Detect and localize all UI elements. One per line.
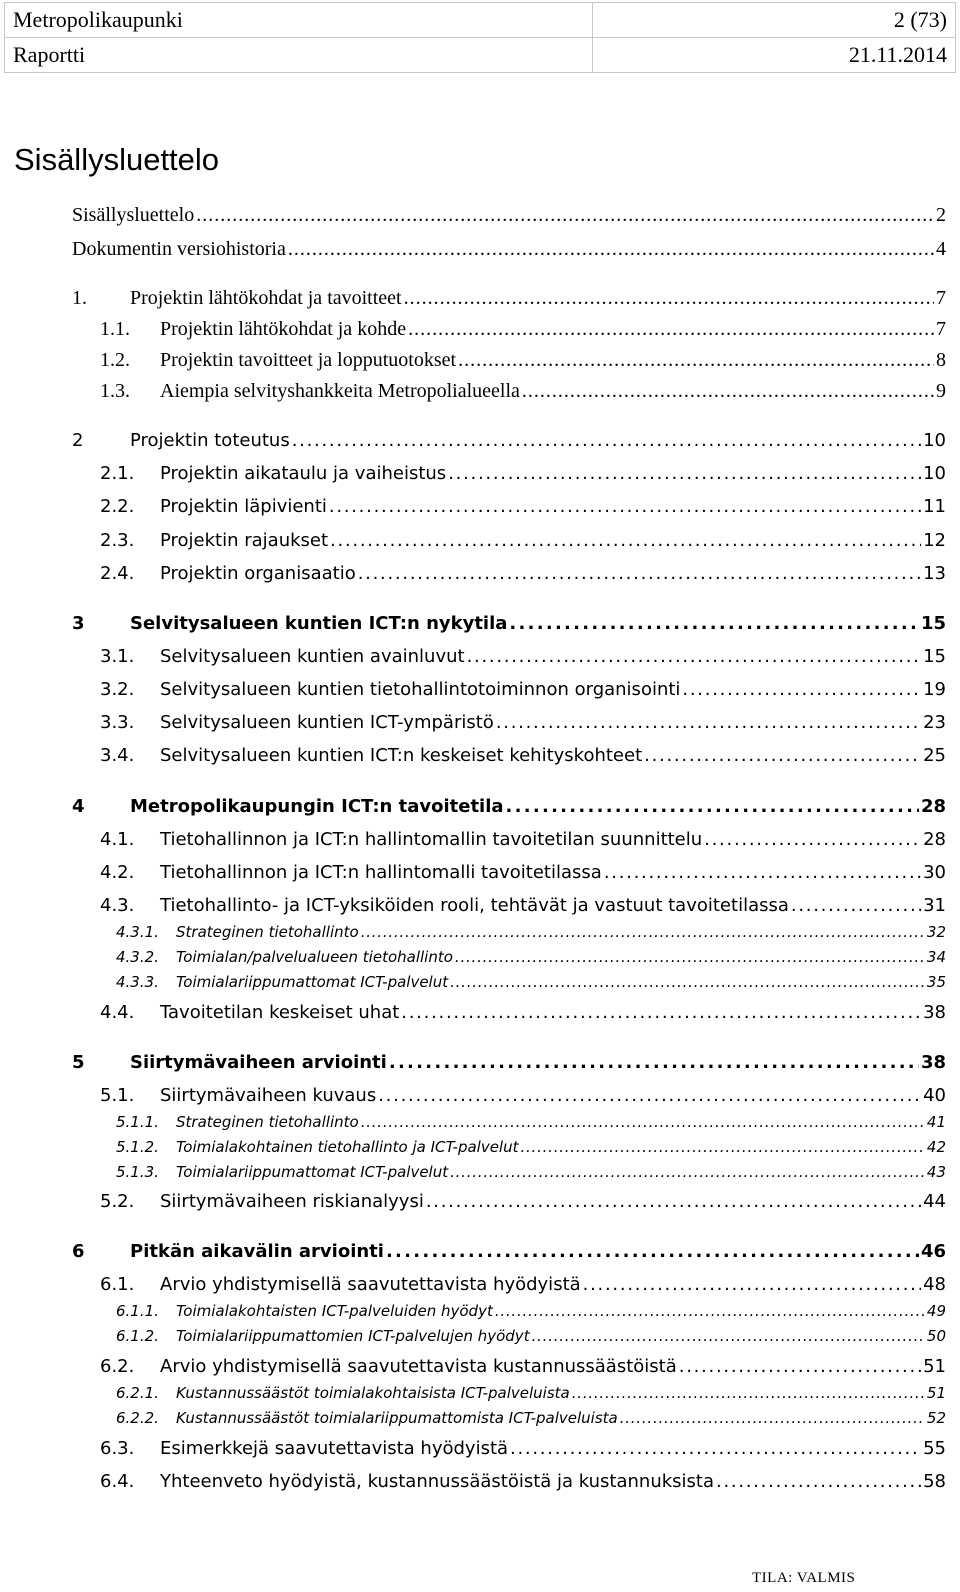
toc-entry[interactable] — [100, 1002, 946, 1025]
toc-entry-label: Aiempia selvityshankkeita Metropolialueella — [160, 380, 520, 402]
header-page-number: 2 (73) — [593, 3, 956, 38]
toc-entry-label: Projektin lähtökohdat ja tavoitteet — [130, 287, 402, 309]
toc-dot-leader — [450, 1163, 925, 1182]
toc-entry[interactable] — [72, 1241, 946, 1264]
toc-dot-leader — [450, 973, 925, 992]
toc-entry[interactable] — [72, 1052, 946, 1075]
toc-entry-number: 6.2. — [100, 1356, 135, 1377]
toc-entry-label: Metropolikaupungin ICT:n tavoitetila — [130, 796, 504, 817]
toc-entry-page: 11 — [923, 496, 946, 517]
toc-entry-page: 31 — [923, 895, 946, 916]
toc-entry-number: 4.1. — [100, 829, 135, 850]
toc-entry-label: Selvitysalueen kuntien ICT:n nykytila — [130, 613, 508, 634]
toc-entry[interactable] — [100, 563, 946, 586]
toc-entry[interactable] — [100, 1438, 946, 1461]
toc-entry-label: Tietohallinnon ja ICT:n hallintomalli tavoitetilassa — [160, 862, 602, 883]
toc-entry-number: 3.1. — [100, 646, 135, 667]
toc-entry[interactable] — [100, 679, 946, 702]
toc-entry-label: Siirtymävaiheen arviointi — [130, 1052, 387, 1073]
toc-entry-label: Siirtymävaiheen riskianalyysi — [160, 1191, 424, 1212]
toc-entry-page: 48 — [923, 1274, 946, 1295]
toc-dot-leader — [572, 1384, 925, 1403]
toc-entry-page: 40 — [923, 1085, 946, 1106]
toc-entry-label: Projektin rajaukset — [160, 530, 329, 551]
toc-entry-page: 43 — [926, 1163, 946, 1181]
toc-entry-page: 2 — [936, 204, 946, 226]
toc-dot-leader — [448, 463, 921, 486]
toc-entry-label: Toimialariippumattomat ICT-palvelut — [176, 1163, 449, 1181]
toc-dot-leader — [583, 1274, 921, 1297]
toc-entry-number: 5.2. — [100, 1191, 135, 1212]
toc-entry-label: Selvitysalueen kuntien ICT-ympäristö — [160, 712, 494, 733]
toc-entry-label: Tietohallinto- ja ICT-yksiköiden rooli, tehtävät ja vastuut tavoitetilassa — [160, 895, 789, 916]
toc-dot-leader — [510, 1438, 921, 1461]
toc-entry-label: Toimialakohtainen tietohallinto ja ICT-palvelut — [176, 1138, 519, 1156]
toc-dot-leader — [401, 1002, 921, 1025]
toc-dot-leader — [522, 379, 934, 404]
toc-entry-label: Projektin toteutus — [130, 430, 290, 451]
toc-entry-label: Kustannussäästöt toimialakohtaisista ICT-palveluista — [176, 1384, 570, 1402]
toc-dot-leader — [408, 317, 934, 342]
toc-entry-label: Strateginen tietohallinto — [176, 1113, 359, 1131]
toc-entry-number: 6.2.2. — [116, 1409, 159, 1427]
toc-entry[interactable] — [100, 646, 946, 669]
toc-dot-leader — [704, 829, 921, 852]
toc-entry-label: Projektin läpivienti — [160, 496, 327, 517]
toc-entry[interactable] — [100, 530, 946, 553]
toc-dot-leader — [330, 530, 921, 553]
toc-dot-leader — [467, 646, 922, 669]
toc-entry-page: 7 — [936, 287, 946, 309]
toc-entry-page: 41 — [926, 1113, 946, 1131]
toc-entry[interactable] — [72, 613, 946, 636]
toc-entry-number: 5.1.2. — [116, 1138, 159, 1156]
toc-entry-page: 49 — [926, 1302, 946, 1320]
toc-entry-page: 19 — [923, 679, 946, 700]
toc-dot-leader — [292, 430, 921, 453]
toc-entry-number: 6 — [72, 1241, 85, 1262]
toc-entry[interactable] — [100, 1191, 946, 1214]
toc-entry-number: 2.2. — [100, 496, 135, 517]
toc-entry-number: 3 — [72, 613, 85, 634]
toc-entry[interactable] — [72, 237, 946, 262]
toc-entry-number: 3.4. — [100, 745, 135, 766]
toc-entry[interactable] — [116, 1113, 946, 1132]
toc-entry-number: 4.3.1. — [116, 923, 159, 941]
toc-entry-page: 4 — [936, 238, 946, 260]
toc-entry-number: 4.2. — [100, 862, 135, 883]
toc-dot-leader — [386, 1241, 919, 1264]
toc-entry-page: 28 — [920, 796, 946, 817]
toc-entry-number: 1.2. — [100, 349, 130, 371]
toc-entry-number: 6.2.1. — [116, 1384, 159, 1402]
toc-entry[interactable] — [100, 862, 946, 885]
header-date: 21.11.2014 — [593, 38, 956, 73]
toc-dot-leader — [506, 796, 919, 819]
toc-entry-label: Tavoitetilan keskeiset uhat — [160, 1002, 400, 1023]
toc-entry[interactable] — [100, 496, 946, 519]
toc-dot-leader — [361, 923, 925, 942]
toc-dot-leader — [604, 862, 921, 885]
toc-dot-leader — [620, 1409, 925, 1428]
toc-entry-number: 6.3. — [100, 1438, 135, 1459]
toc-dot-leader — [426, 1191, 921, 1214]
toc-entry[interactable] — [100, 317, 946, 342]
toc-entry-page: 44 — [923, 1191, 946, 1212]
page-title: Sisällysluettelo — [14, 142, 220, 177]
toc-entry-number: 2 — [72, 430, 84, 451]
toc-entry[interactable] — [72, 203, 946, 228]
toc-entry-page: 51 — [926, 1384, 946, 1402]
toc-entry-page: 28 — [923, 829, 946, 850]
header-doc-type: Raportti — [5, 38, 593, 73]
toc-entry-label: Selvitysalueen kuntien tietohallintotoiminnon organisointi — [160, 679, 681, 700]
toc-dot-leader — [358, 563, 921, 586]
toc-entry[interactable] — [116, 1302, 946, 1321]
toc-entry[interactable] — [100, 1085, 946, 1108]
toc-entry-number: 2.1. — [100, 463, 135, 484]
toc-entry-page: 32 — [926, 923, 946, 941]
toc-entry-label: Tietohallinnon ja ICT:n hallintomallin tavoitetilan suunnittelu — [160, 829, 703, 850]
toc-entry-number: 4.3.2. — [116, 948, 159, 966]
toc-dot-leader — [288, 237, 934, 262]
toc-entry-number: 1.3. — [100, 380, 130, 402]
toc-entry[interactable] — [116, 1163, 946, 1182]
toc-dot-leader — [520, 1138, 924, 1157]
toc-entry-page: 42 — [926, 1138, 946, 1156]
toc-entry-page: 9 — [936, 380, 946, 402]
toc-entry-number: 3.3. — [100, 712, 135, 733]
toc-entry-page: 46 — [920, 1241, 946, 1262]
toc-entry-page: 25 — [923, 745, 946, 766]
toc-entry-number: 1. — [72, 287, 87, 309]
toc-entry[interactable] — [72, 286, 946, 311]
toc-entry[interactable] — [100, 745, 946, 768]
toc-dot-leader — [679, 1356, 921, 1379]
toc-entry-number: 6.1.1. — [116, 1302, 159, 1320]
toc-entry-number: 6.1.2. — [116, 1327, 159, 1345]
toc-dot-leader — [496, 712, 921, 735]
toc-entry-label: Esimerkkejä saavutettavista hyödyistä — [160, 1438, 509, 1459]
toc-entry-page: 12 — [923, 530, 946, 551]
toc-entry-number: 2.4. — [100, 563, 135, 584]
toc-entry-label: Projektin lähtökohdat ja kohde — [160, 318, 407, 340]
toc-entry-number: 1.1. — [100, 318, 130, 340]
toc-entry-page: 35 — [926, 973, 946, 991]
toc-entry-page: 30 — [923, 862, 946, 883]
toc-dot-leader — [389, 1052, 919, 1075]
toc-entry[interactable] — [100, 379, 946, 404]
toc-dot-leader — [361, 1113, 925, 1132]
toc-entry-label: Yhteenveto hyödyistä, kustannussäästöistä ja kustannuksista — [160, 1471, 715, 1492]
toc-entry-label: Sisällysluettelo — [72, 204, 195, 226]
toc-entry-page: 52 — [926, 1409, 946, 1427]
toc-entry-label: Toimialariippumattomat ICT-palvelut — [176, 973, 449, 991]
toc-entry-label: Strateginen tietohallinto — [176, 923, 359, 941]
toc-dot-leader — [495, 1302, 925, 1321]
toc-entry-label: Kustannussäästöt toimialariippumattomista ICT-palveluista — [176, 1409, 618, 1427]
toc-entry[interactable] — [116, 1384, 946, 1403]
toc-entry[interactable] — [100, 712, 946, 735]
toc-entry-label: Toimialariippumattomien ICT-palvelujen hyödyt — [176, 1327, 530, 1345]
toc-entry-page: 50 — [926, 1327, 946, 1345]
toc-dot-leader — [716, 1471, 921, 1494]
toc-entry-label: Selvitysalueen kuntien avainluvut — [160, 646, 465, 667]
toc-dot-leader — [196, 203, 934, 228]
toc-entry-number: 4.3. — [100, 895, 135, 916]
document-header — [4, 2, 956, 73]
toc-entry-label: Arvio yhdistymisellä saavutettavista kustannussäästöistä — [160, 1356, 677, 1377]
toc-entry[interactable] — [100, 1471, 946, 1494]
toc-entry-page: 23 — [923, 712, 946, 733]
toc-entry[interactable] — [72, 430, 946, 453]
toc-entry-page: 15 — [920, 613, 946, 634]
toc-entry-page: 10 — [923, 430, 946, 451]
toc-entry[interactable] — [100, 463, 946, 486]
toc-entry-number: 4 — [72, 796, 85, 817]
toc-entry-label: Selvitysalueen kuntien ICT:n keskeiset kehityskohteet — [160, 745, 643, 766]
toc-entry[interactable] — [100, 829, 946, 852]
toc-entry-page: 38 — [923, 1002, 946, 1023]
toc-entry-number: 5.1.3. — [116, 1163, 159, 1181]
toc-entry[interactable] — [100, 1356, 946, 1379]
toc-entry-page: 58 — [923, 1471, 946, 1492]
toc-entry[interactable] — [116, 1327, 946, 1346]
toc-entry-label: Projektin aikataulu ja vaiheistus — [160, 463, 447, 484]
toc-entry-number: 5 — [72, 1052, 85, 1073]
toc-entry-number: 4.4. — [100, 1002, 135, 1023]
toc-dot-leader — [644, 745, 921, 768]
toc-entry[interactable] — [116, 948, 946, 967]
toc-entry[interactable] — [116, 1409, 946, 1428]
toc-entry[interactable] — [100, 895, 946, 918]
toc-entry-page: 55 — [923, 1438, 946, 1459]
toc-entry-label: Pitkän aikavälin arviointi — [130, 1241, 384, 1262]
toc-entry-label: Arvio yhdistymisellä saavutettavista hyödyistä — [160, 1274, 581, 1295]
toc-entry-label: Dokumentin versiohistoria — [72, 238, 286, 260]
header-org: Metropolikaupunki — [5, 3, 593, 38]
toc-entry-label: Projektin organisaatio — [160, 563, 356, 584]
toc-entry[interactable] — [72, 796, 946, 819]
toc-entry-page: 34 — [926, 948, 946, 966]
toc-dot-leader — [455, 948, 925, 967]
toc-entry-label: Projektin tavoitteet ja lopputuotokset — [160, 349, 457, 371]
toc-entry[interactable] — [116, 923, 946, 942]
toc-dot-leader — [404, 286, 934, 311]
toc-entry[interactable] — [116, 1138, 946, 1157]
toc-dot-leader — [682, 679, 921, 702]
toc-dot-leader — [791, 895, 921, 918]
toc-entry-page: 7 — [936, 318, 946, 340]
toc-entry[interactable] — [100, 1274, 946, 1297]
toc-entry-number: 3.2. — [100, 679, 135, 700]
toc-dot-leader — [458, 348, 934, 373]
toc-entry[interactable] — [100, 348, 946, 373]
toc-entry-page: 10 — [923, 463, 946, 484]
toc-entry-page: 8 — [936, 349, 946, 371]
toc-entry-label: Toimialakohtaisten ICT-palveluiden hyödyt — [176, 1302, 493, 1320]
toc-entry-number: 2.3. — [100, 530, 135, 551]
toc-entry-label: Siirtymävaiheen kuvaus — [160, 1085, 377, 1106]
toc-dot-leader — [378, 1085, 921, 1108]
toc-entry-page: 15 — [923, 646, 946, 667]
toc-entry-number: 4.3.3. — [116, 973, 159, 991]
toc-entry-page: 38 — [920, 1052, 946, 1073]
toc-entry-number: 5.1.1. — [116, 1113, 159, 1131]
toc-entry-number: 5.1. — [100, 1085, 135, 1106]
toc-entry-label: Toimialan/palvelualueen tietohallinto — [176, 948, 453, 966]
toc-dot-leader — [532, 1327, 925, 1346]
toc-entry-page: 51 — [923, 1356, 946, 1377]
status-footer: TILA: VALMIS — [752, 1570, 856, 1586]
toc-entry[interactable] — [116, 973, 946, 992]
toc-entry-number: 6.4. — [100, 1471, 135, 1492]
toc-entry-number: 6.1. — [100, 1274, 135, 1295]
toc-dot-leader — [509, 613, 919, 636]
toc-entry-page: 13 — [923, 563, 946, 584]
toc-dot-leader — [329, 496, 921, 519]
